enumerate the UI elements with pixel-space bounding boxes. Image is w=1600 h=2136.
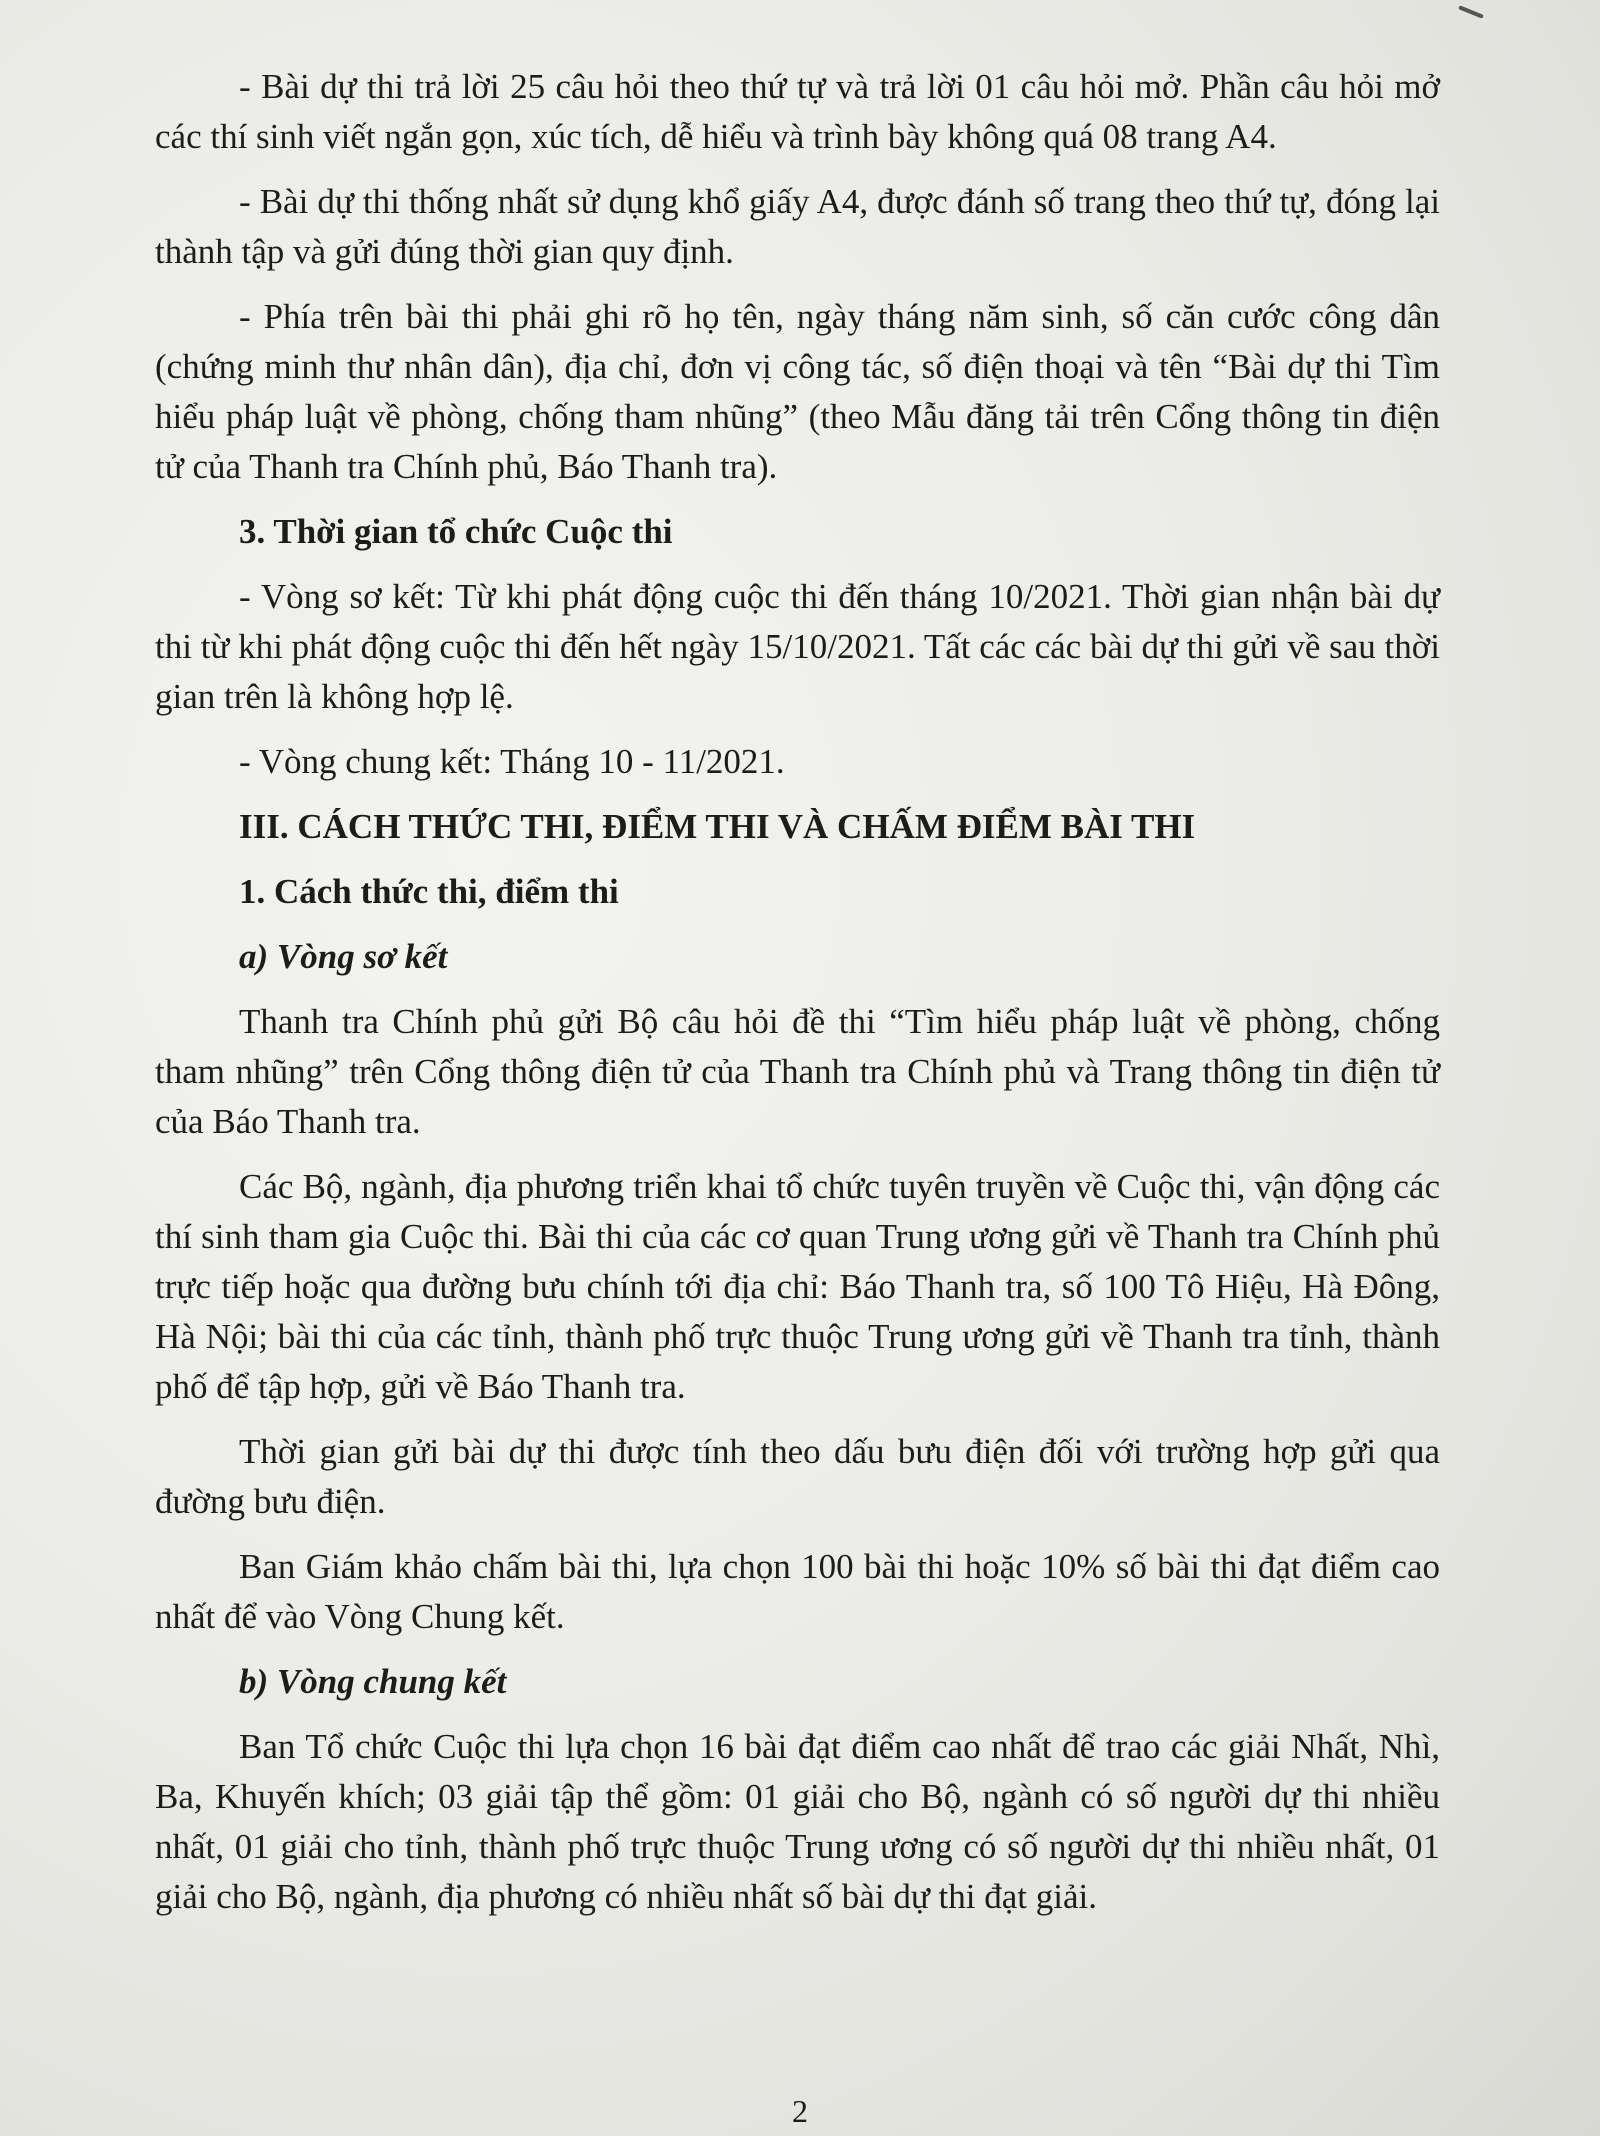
- paragraph-question-set: Thanh tra Chính phủ gửi Bộ câu hỏi đề thi “Tìm hiểu pháp luật về phòng, chống tham nhũng” trên Cổng thông điện tử của Thanh tra Chính phủ và Trang thông tin điện tử của Báo Thanh tra.: [155, 1002, 1440, 1141]
- paragraph-postmark: Thời gian gửi bài dự thi được tính theo dấu bưu điện đối với trường hợp gửi qua đường bưu điện.: [155, 1432, 1440, 1521]
- paragraph-paper-format: - Bài dự thi thống nhất sử dụng khổ giấy A4, được đánh số trang theo thứ tự, đóng lại thành tập và gửi đúng thời gian quy định.: [155, 182, 1440, 271]
- paragraph-final-round-date: - Vòng chung kết: Tháng 10 - 11/2021.: [239, 742, 785, 781]
- faint-handwriting-decoration: [430, 0, 1430, 34]
- paragraph-exam-answers: - Bài dự thi trả lời 25 câu hỏi theo thứ tự và trả lời 01 câu hỏi mở. Phần câu hỏi mở các thí sinh viết ngắn gọn, xúc tích, dễ hiểu và trình bày không quá 08 trang A4.: [155, 67, 1440, 156]
- subsection-heading-final: b) Vòng chung kết: [239, 1662, 507, 1701]
- paragraph-submission: Các Bộ, ngành, địa phương triển khai tổ chức tuyên truyền về Cuộc thi, vận động các thí sinh tham gia Cuộc thi. Bài thi của các cơ quan Trung ương gửi về Thanh tra Chính phủ trực tiếp hoặc qua đường bưu chính tới địa chỉ: Báo Thanh tra, số 100 Tô Hiệu, Hà Đông, Hà Nội; bài thi của các tỉnh, thành phố trực thuộc Trung ương gửi về Thanh tra tỉnh, thành phố để tập hợp, gửi về Báo Thanh tra.: [155, 1167, 1440, 1406]
- subsection-heading-method: 1. Cách thức thi, điểm thi: [239, 872, 619, 911]
- subsection-heading-preliminary: a) Vòng sơ kết: [239, 937, 448, 976]
- paragraph-header-info: - Phía trên bài thi phải ghi rõ họ tên, ngày tháng năm sinh, số căn cước công dân (chứng minh thư nhân dân), địa chỉ, đơn vị công tác, số điện thoại và tên “Bài dự thi Tìm hiểu pháp luật về phòng, chống tham nhũng” (theo Mẫu đăng tải trên Cổng thông tin điện tử của Thanh tra Chính phủ, Báo Thanh tra).: [155, 297, 1440, 486]
- section-heading-timeline: 3. Thời gian tổ chức Cuộc thi: [239, 512, 673, 551]
- section-heading-method: III. CÁCH THỨC THI, ĐIỂM THI VÀ CHẤM ĐIỂM BÀI THI: [239, 807, 1196, 846]
- paragraph-selection: Ban Giám khảo chấm bài thi, lựa chọn 100 bài thi hoặc 10% số bài thi đạt điểm cao nhất để vào Vòng Chung kết.: [155, 1547, 1440, 1636]
- pen-mark-decoration: [1458, 5, 1484, 18]
- page-number: 2: [792, 2093, 808, 2129]
- paragraph-preliminary-round: - Vòng sơ kết: Từ khi phát động cuộc thi đến tháng 10/2021. Thời gian nhận bài dự thi từ khi phát động cuộc thi đến hết ngày 15/10/2021. Tất các các bài dự thi gửi về sau thời gian trên là không hợp lệ.: [155, 577, 1440, 716]
- document-body: [155, 62, 1440, 1937]
- paragraph-awards: Ban Tổ chức Cuộc thi lựa chọn 16 bài đạt điểm cao nhất để trao các giải Nhất, Nhì, Ba, Khuyến khích; 03 giải tập thể gồm: 01 giải cho Bộ, ngành có số người dự thi nhiều nhất, 01 giải cho tỉnh, thành phố trực thuộc Trung ương có số người dự thi nhiều nhất, 01 giải cho Bộ, ngành, địa phương có nhiều nhất số bài dự thi đạt giải.: [155, 1727, 1440, 1916]
